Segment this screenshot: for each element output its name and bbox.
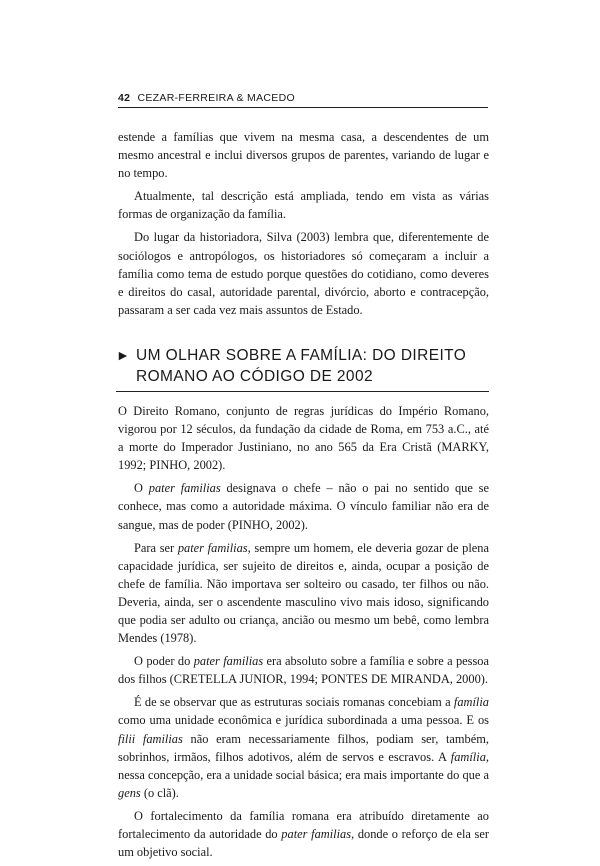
text-run: , donde o reforço de ela ser um objetivo social. [118,827,490,860]
triangle-bullet-icon: ► [116,346,131,363]
intro-paragraph-2: Atualmente, tal descrição está ampliada, tendo em vista as várias formas de organização da família. [118,189,489,222]
italic-term: gens [118,785,141,800]
text-run: O fortalecimento da família romana era atribuído diretamente ao fortalecimento da autoridade do [118,808,489,841]
italic-term: filii familias [118,731,183,746]
italic-term: pater familias [281,827,352,841]
body-paragraph-3 [118,539,489,648]
page-number: 42 [118,92,131,104]
italic-term: família [453,695,489,710]
running-header [118,92,488,108]
text-run: como uma unidade econômica e jurídica subordinada a uma pessoa. E os [118,713,489,728]
section-title-line-2: ROMANO AO CÓDIGO DE 2002 [136,367,373,385]
intro-paragraph-1: estende a famílias que vivem na mesma casa, a descendentes de um mesmo ancestral e inclui diversos grupos de parentes, variando de lugar e no tempo. [118,130,489,181]
text-run: designava o chefe – não o pai no sentido que se conhece, mas como a autoridade máxima. O vínculo familiar não era de sangue, mas de poder (PINHO, 2002). [118,481,489,532]
text-run: É de se observar que as estruturas sociais romanas concebiam a [134,695,454,710]
body-paragraph-1: O Direito Romano, conjunto de regras jurídicas do Império Romano, vigorou por 12 séculos, da fundação da cidade de Roma, em 753 a.C., até a morte do Imperador Justiniano, no ano 565 da Era Cristã (MARKY, 1992; PINHO, 2002). [118,403,489,473]
text-run: não eram necessariamente filhos, podiam ser, também, sobrinhos, irmãos, filhos adotivos, além de servos e escravos. A [118,731,489,764]
section-heading [116,345,489,392]
italic-term: pater familias [177,540,248,555]
italic-term: pater familias [193,654,264,669]
italic-term: família [450,749,486,764]
intro-paragraph-3: Do lugar da historiadora, Silva (2003) lembra que, diferentemente de sociólogos e antropólogos, os historiadores só começaram a incluir a família como tema de estudo porque questões do cotidiano, como deveres e direitos do casal, autoridade parental, divórcio, aborto e contracepção, passaram a ser cada vez mais assuntos de Estado. [118,230,489,317]
section-title-line-1: UM OLHAR SOBRE A FAMÍLIA: DO DIREITO [136,346,467,364]
body-paragraph-2 [118,479,489,533]
text-run: (o clã). [140,785,179,800]
running-title: CEZAR-FERREIRA & MACEDO [137,92,295,104]
text-run: O poder do [134,654,194,669]
italic-term: pater familias [148,481,221,496]
text-run: O [134,481,149,496]
body-paragraph-4 [118,652,489,688]
body-paragraph-6 [118,807,489,861]
text-run: Para ser [134,540,178,555]
page-body [118,128,489,866]
text-run: , nessa concepção, era a unidade social básica; era mais importante do que a [118,749,489,782]
body-paragraph-5 [118,693,489,802]
section-title [136,345,489,387]
text-run: , sempre um homem, ele deveria gozar de plena capacidade jurídica, ser sujeito de direitos e, ainda, ocupar a posição de chefe de família. Não importava ser solteiro ou casado, ter filhos ou não. Deveria, ainda, ser o ascendente masculino vivo mais idoso, significando que podia ser adulto ou criança, ancião ou mesmo um bebê, como lembra Mendes (1978). [118,540,490,646]
text-run: era absoluto sobre a família e sobre a pessoa dos filhos (CRETELLA JUNIOR, 1994; PONTES DE MIRANDA, 2000). [118,654,490,687]
